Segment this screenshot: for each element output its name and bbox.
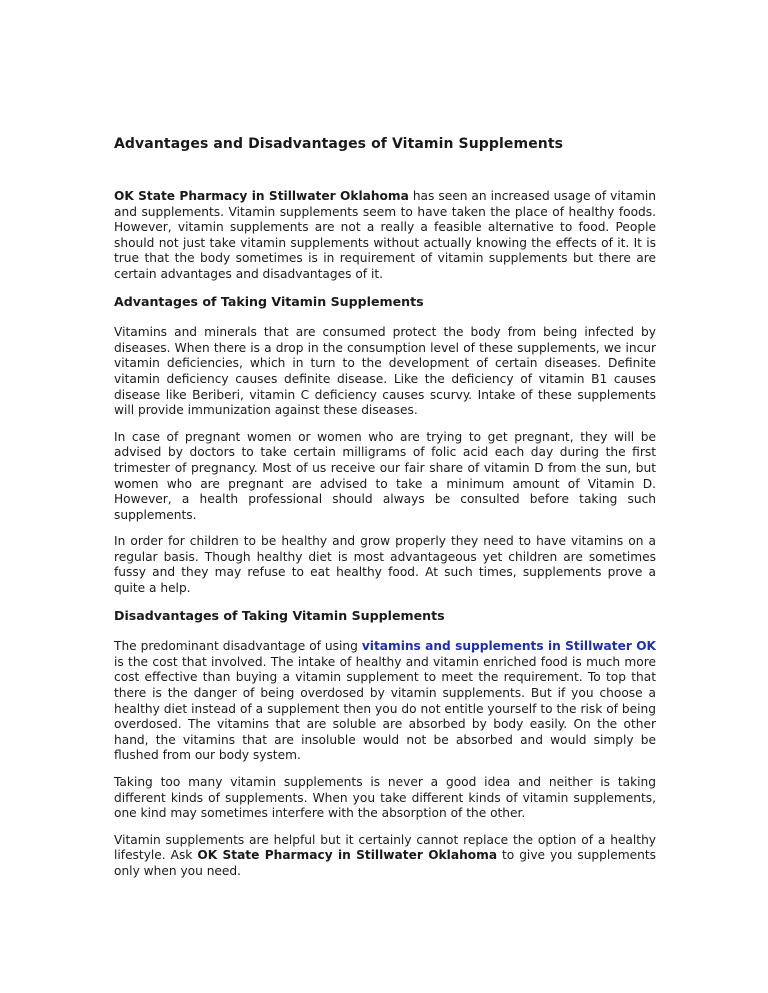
advantages-paragraph-3: In order for children to be healthy and grow properly they need to have vitamins on a regular basis. Though healthy diet is most advantageous yet children are sometimes fussy and they may refuse to eat healthy food. At such times, supplements prove a quite a help. — [114, 534, 656, 596]
document-page — [114, 134, 656, 891]
intro-paragraph — [114, 189, 656, 283]
closing-pharmacy-name: OK State Pharmacy in Stillwater Oklahoma — [197, 848, 498, 863]
disadvantages-text-after: is the cost that involved. The intake of healthy and vitamin enriched food is much more cost effective than buying a vitamin supplement to meet the requirement. To top that there is the danger of being overdosed by vitamin supplements. But if you choose a healthy diet instead of a supplement then you do not entitle yourself to the risk of being overdosed. The vitamins that are soluble are absorbed by body easily. On the other hand, the vitamins that are insoluble would not be absorbed and would simply be flushed from our body system. — [114, 654, 656, 763]
intro-text: has seen an increased usage of vitamin and supplements. Vitamin supplements seem to have taken the place of healthy foods. However, vitamin supplements are not a really a feasible alternative to food. People should not just take vitamin supplements without actually knowing the effects of it. It is true that the body sometimes is in requirement of vitamin supplements but there are certain advantages and disadvantages of it. — [114, 189, 656, 281]
advantages-paragraph-1: Vitamins and minerals that are consumed protect the body from being infected by diseases. When there is a drop in the consumption level of these supplements, we incur vitamin deficiencies, which in turn to the development of certain diseases. Definite vitamin deficiency causes definite disease. Like the deficiency of vitamin B1 causes disease like Beriberi, vitamin C deficiency causes scurvy. Intake of these supplements will provide immunization against these diseases. — [114, 325, 656, 418]
advantages-heading: Advantages of Taking Vitamin Supplements — [114, 293, 424, 309]
advantages-paragraph-2: In case of pregnant women or women who are trying to get pregnant, they will be advised by doctors to take certain milligrams of folic acid each day during the first trimester of pregnancy. Most of us receive our fair share of vitamin D from the sun, but women who are pregnant are advised to take a minimum amount of Vitamin D. However, a health professional should always be consulted before taking such supplements. — [114, 429, 656, 522]
closing-paragraph — [114, 833, 656, 880]
pharmacy-name: OK State Pharmacy in Stillwater Oklahoma — [114, 189, 409, 203]
closing-text-before: Vitamin supplements are helpful but it certainly cannot replace the option of a healthy lifestyle. Ask — [114, 832, 656, 863]
document-title: Advantages and Disadvantages of Vitamin Supplements — [114, 136, 564, 152]
disadvantages-paragraph-2: Taking too many vitamin supplements is never a good idea and neither is taking different kinds of supplements. When you take different kinds of vitamin supplements, one kind may sometimes interfere with the absorption of the other. — [114, 775, 656, 821]
disadvantages-text-before: The predominant disadvantage of using — [114, 639, 362, 654]
disadvantages-heading: Disadvantages of Taking Vitamin Supplements — [114, 607, 445, 623]
closing-text-after: to give you supplements only when you need. — [114, 848, 656, 878]
vitamins-stillwater-link[interactable]: vitamins and supplements in Stillwater OK — [361, 639, 656, 654]
disadvantages-paragraph-1 — [114, 639, 656, 764]
